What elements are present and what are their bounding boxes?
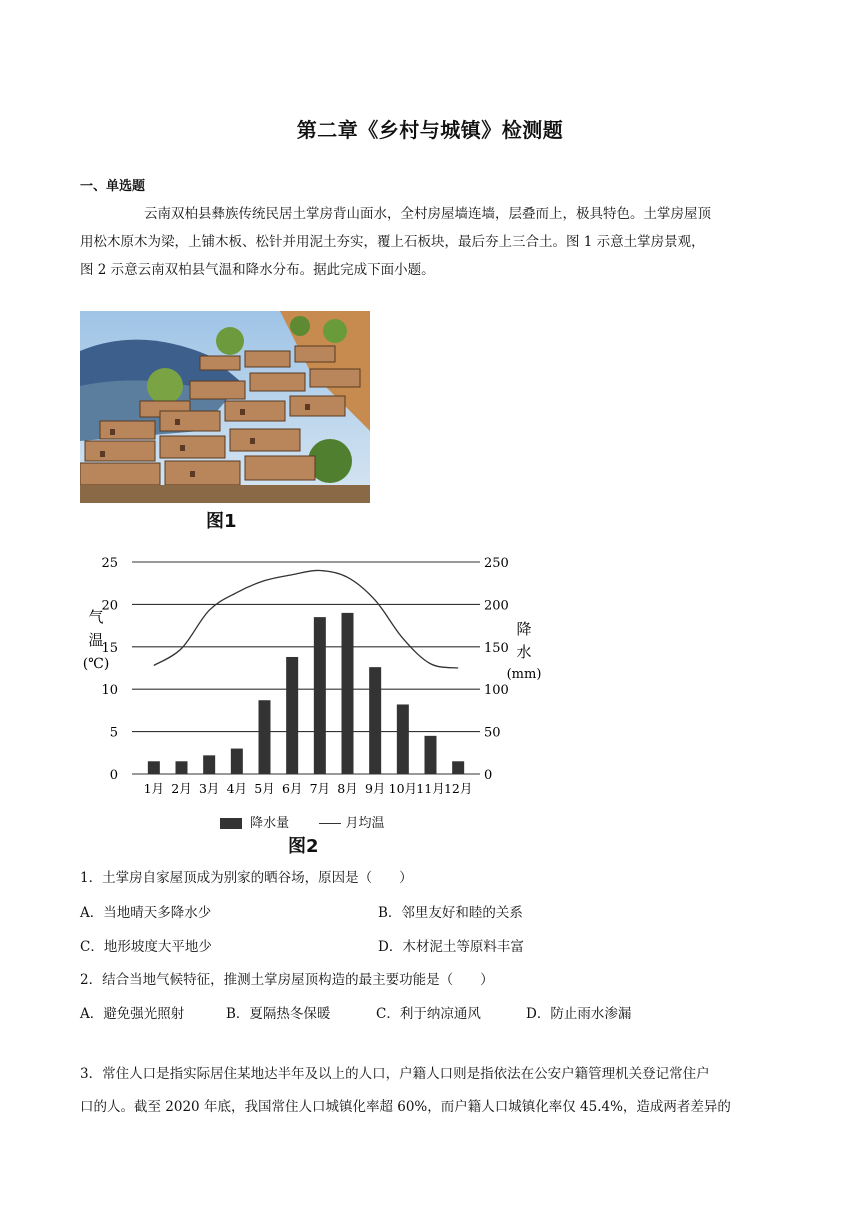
question-3 [80, 1058, 780, 1124]
precipitation-bar [342, 613, 354, 774]
x-tick-label: 9月 [364, 781, 386, 796]
left-tick-label: 15 [101, 640, 118, 656]
precipitation-bar [148, 761, 160, 774]
x-tick-label: 10月 [388, 781, 418, 796]
question-1-stem: 1．土掌房自家屋顶成为别家的晒谷场，原因是（ ） [80, 870, 413, 886]
x-tick-label: 11月 [416, 781, 445, 796]
precipitation-bar [203, 755, 215, 774]
q2-option-b: B．夏隔热冬保暖 [226, 1006, 331, 1022]
village-photo [80, 311, 370, 503]
q3-line: 口的人。截至 2020 年底，我国常住人口城镇化率超 60%，而户籍人口城镇化率仅 45.4%，造成两者差异的 [80, 1099, 731, 1115]
legend-bar-swatch [220, 818, 242, 829]
right-tick-label: 200 [484, 598, 509, 614]
q1-option-b: B．邻里友好和睦的关系 [378, 905, 523, 921]
legend-bar-label: 降水量 [250, 816, 290, 831]
x-tick-label: 6月 [281, 781, 303, 796]
right-axis-label: 降 [516, 620, 532, 638]
precipitation-bar [397, 704, 409, 774]
precipitation-bar [259, 700, 271, 774]
section-heading: 一、单选题 [80, 179, 146, 194]
figure2-label: 图2 [288, 836, 319, 857]
intro-line: 用松木原木为梁，上铺木板、松针并用泥土夯实，覆上石板块，最后夯上三合土。图 1 示意土掌房景观， [80, 234, 705, 250]
q1-option-a: A．当地晴天多降水少 [80, 905, 212, 921]
precipitation-bar [369, 667, 381, 774]
q2-option-d: D．防止雨水渗漏 [526, 1006, 632, 1022]
precipitation-bar [452, 761, 464, 774]
climate-chart [80, 540, 550, 804]
right-tick-label: 250 [484, 556, 509, 571]
question-2-stem: 2．结合当地气候特征，推测土掌房屋顶构造的最主要功能是（ ） [80, 972, 494, 988]
right-axis-label: (mm) [506, 667, 542, 682]
page-title: 第二章《乡村与城镇》检测题 [296, 118, 564, 142]
q3-line: 3．常住人口是指实际居住某地达半年及以上的人口，户籍人口则是指依法在公安户籍管理机关登记常住户 [80, 1066, 710, 1082]
left-tick-label: 25 [101, 556, 118, 571]
temperature-line [154, 570, 458, 668]
precipitation-bar [231, 749, 243, 774]
left-tick-label: 5 [109, 725, 118, 741]
x-tick-label: 12月 [443, 781, 473, 796]
legend-line-swatch [319, 823, 341, 824]
x-tick-label: 1月 [143, 781, 165, 796]
precipitation-bar [425, 736, 437, 774]
right-tick-label: 50 [484, 725, 501, 741]
right-tick-label: 100 [484, 683, 509, 699]
figure1-label: 图1 [206, 511, 237, 532]
q1-option-c: C．地形坡度大平地少 [80, 939, 212, 955]
intro-paragraph [80, 200, 780, 284]
x-tick-label: 2月 [171, 781, 192, 796]
precipitation-bar [314, 617, 326, 774]
intro-line: 云南双柏县彝族传统民居土掌房背山面水，全村房屋墙连墙，层叠而上，极具特色。土掌房屋顶 [144, 206, 711, 222]
q2-option-c: C．利于纳凉通风 [376, 1006, 481, 1022]
chart-legend [220, 812, 384, 831]
left-axis-label: (℃) [82, 656, 110, 672]
left-tick-label: 0 [109, 768, 118, 783]
precipitation-bar [176, 761, 188, 774]
intro-line: 图 2 示意云南双柏县气温和降水分布。据此完成下面小题。 [80, 262, 435, 278]
right-tick-label: 150 [484, 640, 509, 656]
precipitation-bar [286, 657, 298, 774]
x-tick-label: 5月 [254, 781, 275, 796]
x-tick-label: 8月 [337, 781, 358, 796]
left-axis-label: 温 [88, 631, 104, 649]
left-axis-label: 气 [88, 608, 104, 626]
right-axis-label: 水 [516, 643, 532, 661]
x-tick-label: 4月 [226, 781, 248, 796]
q1-option-d: D．木材泥土等原料丰富 [378, 939, 524, 955]
legend-line-label: 月均温 [345, 816, 385, 831]
left-tick-label: 20 [101, 598, 118, 614]
x-tick-label: 7月 [309, 781, 331, 796]
q2-option-a: A．避免强光照射 [80, 1006, 185, 1022]
x-tick-label: 3月 [198, 781, 220, 796]
right-tick-label: 0 [484, 768, 493, 783]
left-tick-label: 10 [101, 683, 118, 699]
